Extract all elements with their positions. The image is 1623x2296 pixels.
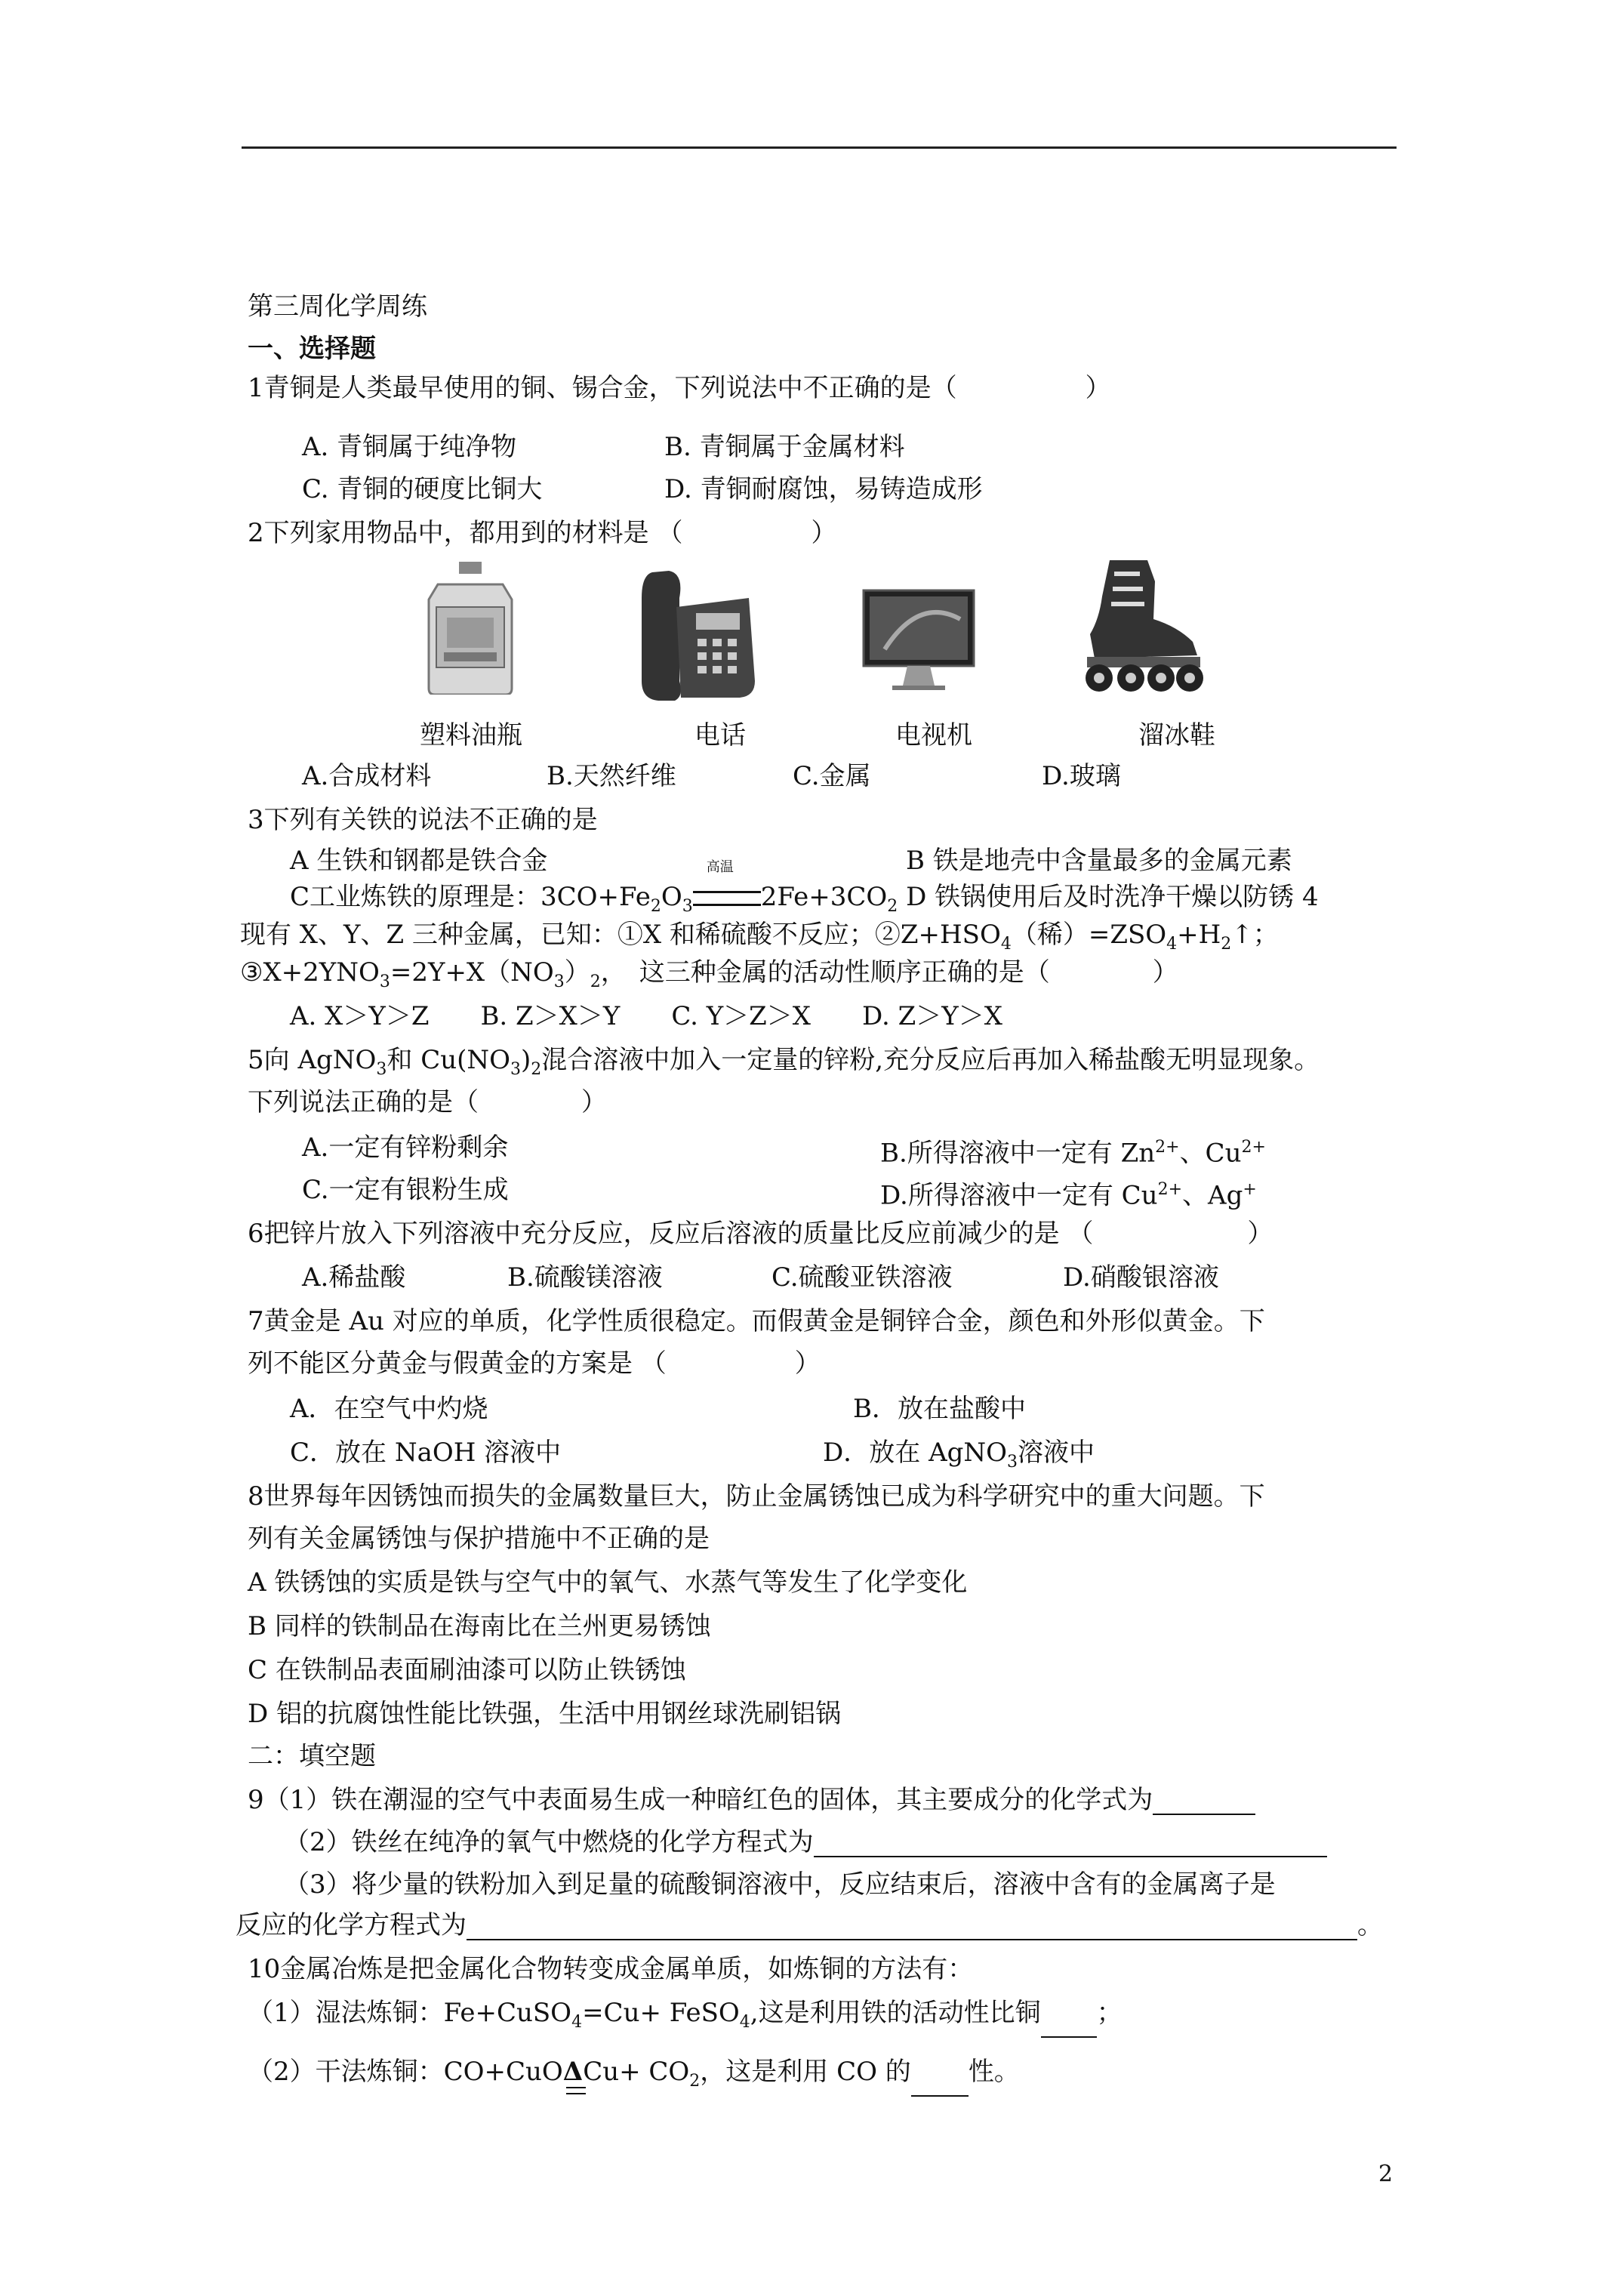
section-fill-heading: 二：填空题	[248, 1741, 376, 1771]
q1-option-c: C. 青铜的硬度比铜大	[302, 474, 543, 504]
q2-option-b: B.天然纤维	[547, 761, 676, 791]
plastic-oil-bottle-icon	[423, 562, 518, 695]
q6-option-b: B.硫酸镁溶液	[507, 1262, 663, 1293]
q6-stem: 6把锌片放入下列溶液中充分反应，反应后溶液的质量比反应前减少的是 （ ）	[248, 1219, 1273, 1249]
caption-plastic-bottle: 塑料油瓶	[420, 720, 522, 750]
q9-answer-blank-3[interactable]	[467, 1916, 1357, 1940]
page-title: 第三周化学周练	[248, 291, 427, 322]
caption-skate: 溜冰鞋	[1138, 720, 1215, 750]
q2-option-c: C.金属	[793, 761, 871, 791]
q7-line2: 列不能区分黄金与假黄金的方案是 （ ）	[248, 1348, 821, 1379]
caption-tv: 电视机	[895, 720, 972, 750]
q2-option-d: D.玻璃	[1042, 761, 1121, 791]
q5-option-d: D.所得溶液中一定有 $Cu^{2+}$、Ag+	[880, 1180, 1257, 1211]
q9-part3: （3）将少量的铁粉加入到足量的硫酸铜溶液中，反应结束后，溶液中含有的金属离子是	[284, 1869, 1276, 1900]
q3-stem: 3下列有关铁的说法不正确的是	[248, 805, 598, 835]
q6-option-a: A.稀盐酸	[302, 1262, 406, 1293]
q3-option-b: B 铁是地壳中含量最多的金属元素	[906, 846, 1292, 876]
q8-option-c: C 在铁制品表面刷油漆可以防止铁锈蚀	[248, 1655, 686, 1685]
q10-part2: （2）干法炼铜：CO+CuOΔ $Cu+ CO_2$，这是利用 CO 的 性。	[248, 2057, 1020, 2097]
q7-line1: 7黄金是 Au 对应的单质，化学性质很稳定。而假黄金是铜锌合金，颜色和外形似黄金。下	[248, 1306, 1265, 1336]
q9-part2: （2）铁丝在纯净的氧气中燃烧的化学方程式为	[284, 1827, 1327, 1857]
header-rule	[242, 146, 1397, 149]
q1-option-d: D. 青铜耐腐蚀，易铸造成形	[664, 474, 983, 504]
tv-monitor-icon	[862, 589, 975, 692]
page-number: 2	[1378, 2161, 1394, 2187]
caption-telephone: 电话	[694, 720, 746, 750]
q4-options: A. X＞Y＞Z B. Z＞X＞Y C. Y＞Z＞X D. Z＞Y＞X	[290, 1001, 1002, 1031]
q7-option-b: B．放在盐酸中	[853, 1394, 1026, 1424]
q2-option-a: A.合成材料	[302, 761, 432, 791]
q5-option-a: A.一定有锌粉剩余	[302, 1133, 509, 1163]
inline-skate-icon	[1064, 559, 1205, 693]
q10-answer-blank-2[interactable]	[911, 2073, 969, 2097]
q3-option-a: A 生铁和钢都是铁合金	[290, 846, 548, 876]
q8-option-a: A 铁锈蚀的实质是铁与空气中的氧气、水蒸气等发生了化学变化	[248, 1567, 968, 1598]
q8-option-b: B 同样的铁制品在海南比在兰州更易锈蚀	[248, 1611, 711, 1641]
q9-part3-equation: 反应的化学方程式为 。	[236, 1910, 1383, 1940]
q4-line2: $③X+2YNO_3=2Y+X(NO_3)_2$， 这三种金属的活动性顺序正确的是（ ）	[240, 957, 1178, 991]
q9-answer-blank-1[interactable]	[1153, 1791, 1255, 1815]
q1-option-b: B. 青铜属于金属材料	[664, 432, 905, 462]
q9-part1: 9（1）铁在潮湿的空气中表面易生成一种暗红色的固体，其主要成分的化学式为	[248, 1785, 1255, 1815]
heat-condition: Δ	[563, 2057, 583, 2087]
q3-option-c-line: C工业炼铁的原理是：$3CO+Fe_2O_3$ 高温 $2Fe+3CO_2$ D 铁锅使用后及时洗净干燥以防锈 4	[290, 859, 1319, 916]
telephone-icon	[639, 568, 756, 702]
q5-line2: 下列说法正确的是（ ）	[248, 1087, 607, 1117]
q7-option-a: A．在空气中灼烧	[290, 1394, 488, 1424]
q6-option-c: C.硫酸亚铁溶液	[771, 1262, 953, 1293]
q3-option-d: D 铁锅使用后及时洗净干燥以防锈 4	[898, 882, 1319, 912]
q1-stem: 1青铜是人类最早使用的铜、锡合金，下列说法中不正确的是（ ）	[248, 373, 1111, 403]
q9-answer-blank-2[interactable]	[814, 1833, 1327, 1857]
q7-option-c: C．放在 NaOH 溶液中	[290, 1438, 562, 1468]
q6-option-d: D.硝酸银溶液	[1063, 1262, 1219, 1293]
q5-option-b: B.所得溶液中一定有 $Zn^{2+}$、$Cu^{2+}$	[880, 1138, 1266, 1169]
q5-line1: 5向 AgNO$_3$和 $Cu(NO_3)_2$混合溶液中加入一定量的锌粉,充分反应后再加入稀盐酸无明显现象。	[248, 1045, 1320, 1079]
q5-option-c: C.一定有银粉生成	[302, 1175, 509, 1205]
q4-line1: 现有 X、Y、Z 三种金属，已知：①X 和稀硫酸不反应；$②Z+HSO_4$（稀）$=ZSO_4+H_2↑$；	[240, 920, 1279, 954]
high-temp-condition: 高温	[693, 882, 761, 912]
q2-stem: 2下列家用物品中，都用到的材料是 （ ）	[248, 518, 837, 548]
q1-option-a: A. 青铜属于纯净物	[302, 432, 517, 462]
q7-option-d: D．放在 AgNO$_3$溶液中	[823, 1438, 1095, 1472]
q10-part1: （1）湿法炼铜：Fe+CuSO$_4$=Cu+ FeSO$_4$,这是利用铁的活动性比铜 ；	[248, 1998, 1123, 2038]
section-choice-heading: 一、选择题	[248, 334, 376, 364]
q8-line2: 列有关金属锈蚀与保护措施中不正确的是	[248, 1524, 710, 1554]
q10-stem: 10金属冶炼是把金属化合物转变成金属单质，如炼铜的方法有：	[248, 1954, 974, 1984]
q8-option-d: D 铝的抗腐蚀性能比铁强，生活中用钢丝球洗刷铝锅	[248, 1699, 842, 1729]
q8-line1: 8世界每年因锈蚀而损失的金属数量巨大，防止金属锈蚀已成为科学研究中的重大问题。下	[248, 1481, 1265, 1512]
q10-answer-blank-1[interactable]	[1041, 2014, 1097, 2038]
